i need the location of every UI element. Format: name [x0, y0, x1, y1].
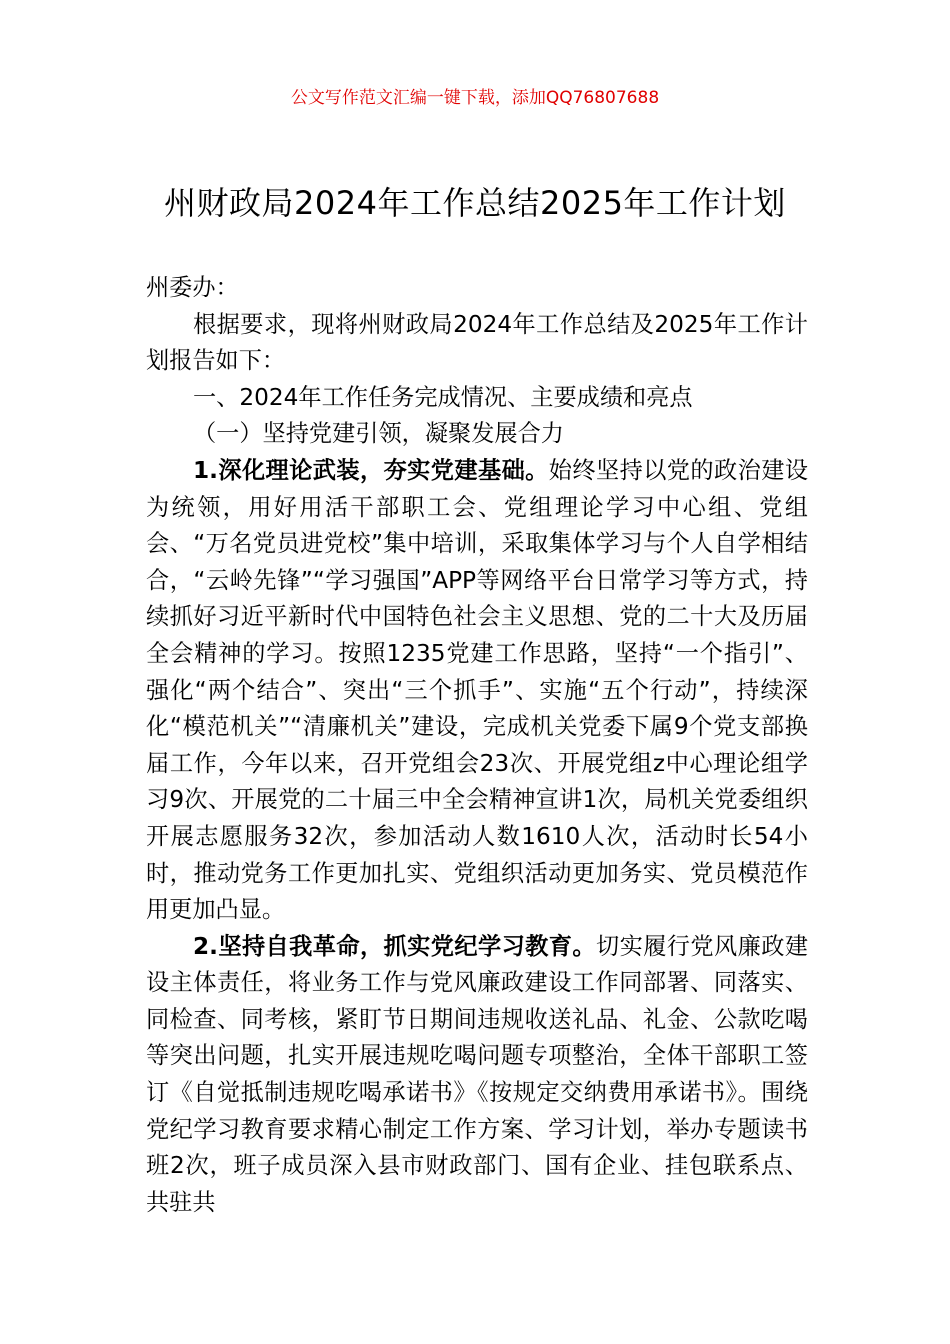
- paragraph-text: 切实履行党风廉政建设主体责任，将业务工作与党风廉政建设工作同部署、同落实、同检查、同考核，紧盯节日期间违规收送礼品、礼金、公款吃喝等突出问题，扎实开展违规吃喝问题专项整治，全体干部职工签订《自觉抵制违规吃喝承诺书》《按规定交纳费用承诺书》。围绕党纪学习教育要求精心制定工作方案、学习计划，举办专题读书班2次，班子成员深入县市财政部门、国有企业、挂包联系点、共驻共: [146, 932, 809, 1216]
- paragraph-lead: 1.深化理论武装，夯实党建基础。: [193, 456, 549, 484]
- salutation: 州委办：: [146, 274, 239, 301]
- subsection-heading: （一）坚持党建引领，凝聚发展合力: [193, 420, 564, 448]
- paragraph-text: 始终坚持以党的政治建设为统领，用好用活干部职工会、党组理论学习中心组、党组会、“万名党员进党校”集中培训，采取集体学习与个人自学相结合，“云岭先锋”“学习强国”APP等网络平台日常学习等方式，持续抓好习近平新时代中国特色社会主义思想、党的二十大及历届全会精神的学习。按照1235党建工作思路，坚持“一个指引”、强化“两个结合”、突出“三个抓手”、实施“五个行动”，持续深化“模范机关”“清廉机关”建设，完成机关党委下属9个党支部换届工作，今年以来，召开党组会23次、开展党组z中心理论组学习9次、开展党的二十届三中全会精神宣讲1次，局机关党委组织开展志愿服务32次，参加活动人数1610人次，活动时长54小时，推动党务工作更加扎实、党组织活动更加务实、党员模范作用更加凸显。: [146, 456, 809, 924]
- header-note: 公文写作范文汇编一键下载，添加QQ76807688: [290, 88, 660, 108]
- section-heading: 一、2024年工作任务完成情况、主要成绩和亮点: [193, 383, 693, 411]
- intro-paragraph: 根据要求，现将州财政局2024年工作总结及2025年工作计划报告如下：: [146, 310, 808, 375]
- paragraph-lead: 2.坚持自我革命，抓实党纪学习教育。: [193, 932, 596, 960]
- body-paragraph: [146, 929, 808, 1222]
- document-body: [146, 270, 808, 1221]
- body-paragraph: [146, 453, 808, 929]
- document-title: 州财政局2024年工作总结2025年工作计划: [164, 184, 786, 222]
